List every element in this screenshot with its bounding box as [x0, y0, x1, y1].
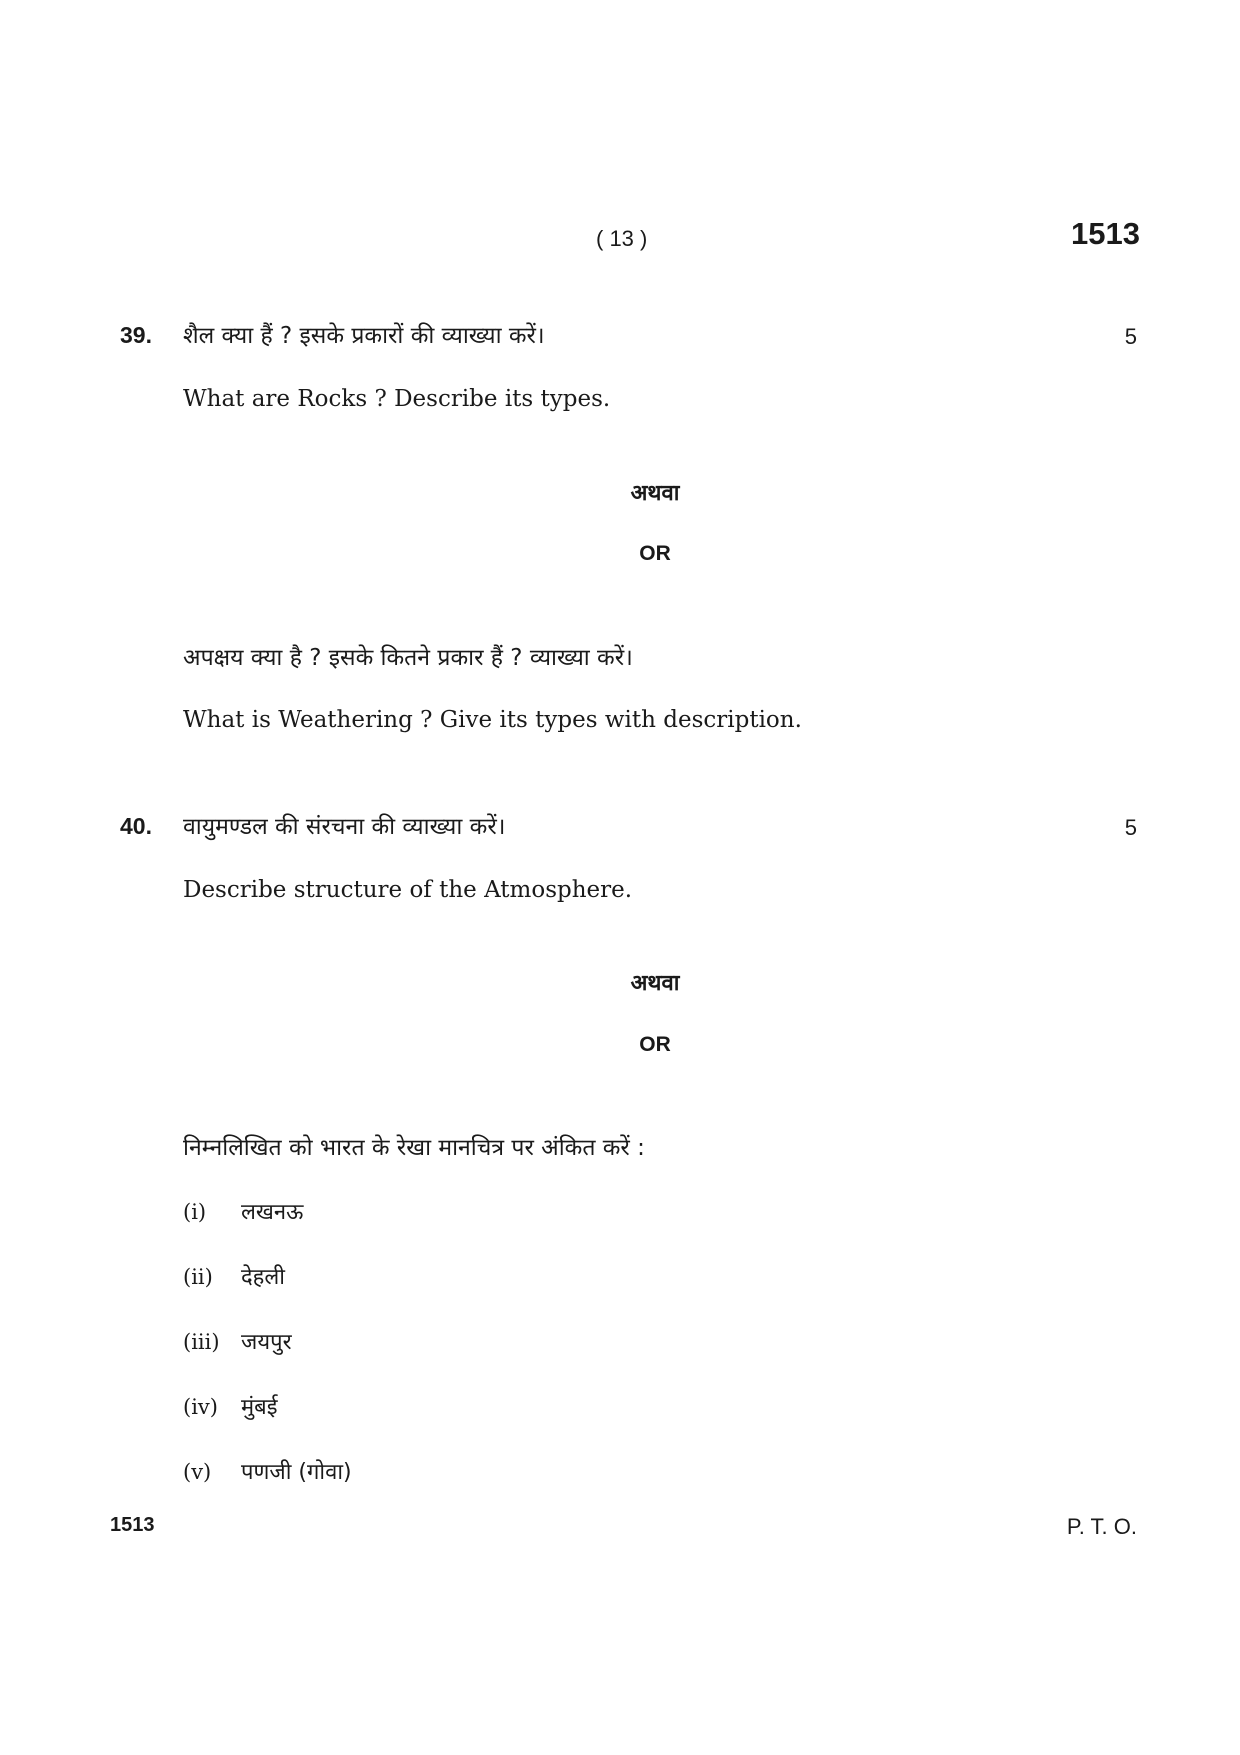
- or-english-39: OR: [639, 542, 671, 565]
- list-item-label: (iii): [183, 1330, 220, 1354]
- question-40-number: 40.: [120, 813, 152, 839]
- list-item-text: देहली: [241, 1265, 285, 1290]
- list-item-label: (v): [183, 1460, 212, 1484]
- question-39-alt-english: What is Weathering ? Give its types with description.: [183, 707, 802, 733]
- question-39-alt-hindi: अपक्षय क्या है ? इसके कितने प्रकार हैं ? व्याख्या करें।: [183, 645, 633, 671]
- question-40-english: Describe structure of the Atmosphere.: [183, 877, 633, 903]
- question-39-marks: 5: [1124, 324, 1137, 349]
- or-hindi-40: अथवा: [630, 971, 680, 996]
- list-item-label: (iv): [183, 1395, 218, 1419]
- or-hindi-39: अथवा: [630, 481, 680, 506]
- list-item-label: (i): [183, 1200, 207, 1224]
- paper-code-footer: 1513: [110, 1514, 155, 1536]
- page-number: ( 13 ): [596, 226, 648, 251]
- list-item-text: मुंबई: [241, 1395, 278, 1420]
- question-40-marks: 5: [1124, 815, 1137, 840]
- list-item-text: जयपुर: [241, 1330, 292, 1355]
- paper-code-header: 1513: [1071, 216, 1140, 251]
- list-item-text: लखनऊ: [241, 1200, 304, 1225]
- question-39-number: 39.: [120, 322, 152, 348]
- pto-label: P. T. O.: [1066, 1514, 1137, 1539]
- list-item-text: पणजी (गोवा): [241, 1460, 352, 1485]
- list-item-label: (ii): [183, 1265, 213, 1289]
- question-40-hindi: वायुमण्डल की संरचना की व्याख्या करें।: [183, 814, 506, 840]
- or-english-40: OR: [639, 1033, 671, 1056]
- question-39-english: What are Rocks ? Describe its types.: [183, 386, 611, 412]
- question-40-alt-hindi: निम्नलिखित को भारत के रेखा मानचित्र पर अंकित करें :: [183, 1135, 645, 1161]
- question-39-hindi: शैल क्या हैं ? इसके प्रकारों की व्याख्या करें।: [183, 323, 545, 349]
